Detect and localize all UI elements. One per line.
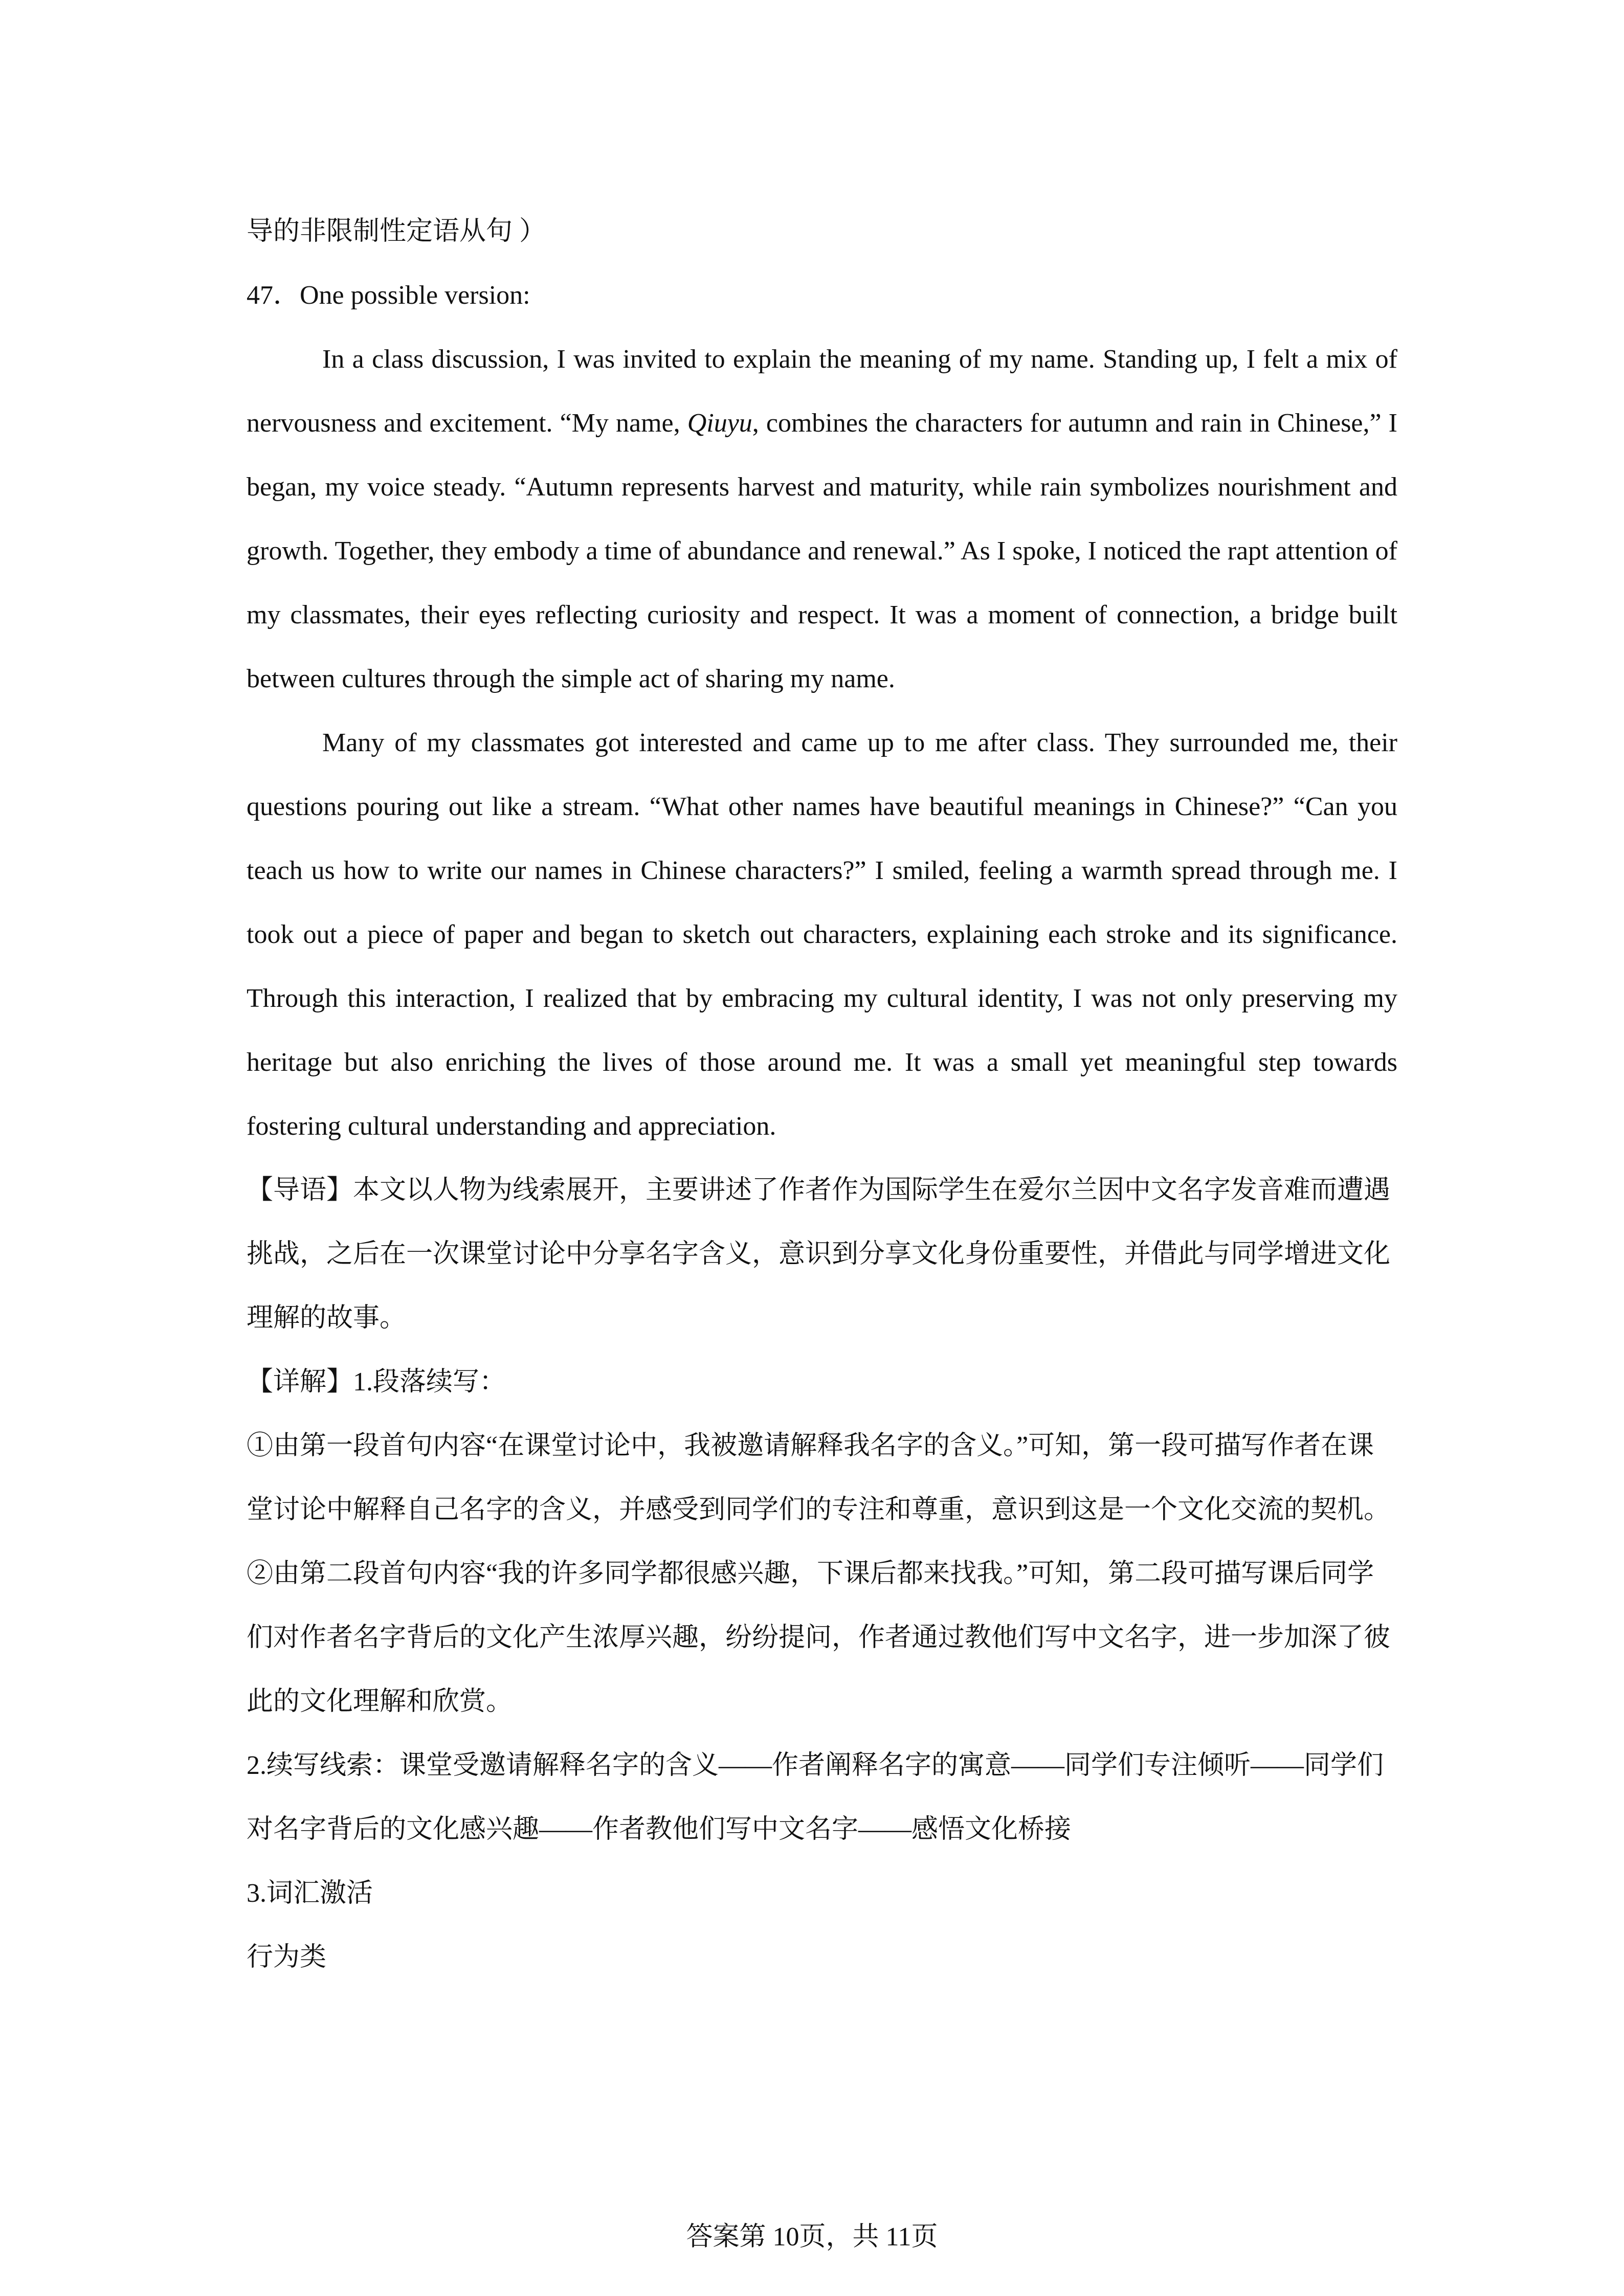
vocab-heading: 3.词汇激活 (247, 1879, 373, 1908)
paragraph-1-text-a: In a class discussion, I was invited to explain the meaning of my name. Standing up, I felt a mix of nervousness and excitement. “My name, (247, 345, 1397, 438)
essay-paragraph-1 (247, 327, 1397, 711)
daoyu-section: 【导语】本文以人物为线索展开，主要讲述了作者作为国际学生在爱尔兰因中文名字发音难而遭遇挑战，之后在一次课堂讨论中分享名字含义，意识到分享文化身份重要性，并借此与同学增进文化理解的故事。 (247, 1176, 1391, 1333)
continued-line: 导的非限制性定语从句 ） (247, 217, 546, 246)
writing-clue: 2.续写线索：课堂受邀请解释名字的含义——作者阐释名字的寓意——同学们专注倾听——同学们对名字背后的文化感兴趣——作者教他们写中文名字——感悟文化桥接 (247, 1751, 1384, 1844)
question-47-heading: 47．One possible version: (247, 281, 530, 310)
page-footer: 答案第 10页，共 11页 (686, 2222, 938, 2252)
paragraph-1-text-b: , combines the characters for autumn and rain in Chinese,” I began, my voice steady. “Autumn represents harvest and maturity, while rain symbolizes nourishment and growth. Together, they embody a time of abundance and renewal.” As I spoke, I noticed the rapt attention of my classmates, their eyes reflecting curiosity and respect. It was a moment of connection, a bridge built between cultures through the simple act of sharing my name. (247, 409, 1397, 693)
analysis-point-2: ②由第二段首句内容“我的许多同学都很感兴趣，下课后都来找我。”可知，第二段可描写课后同学们对作者名字背后的文化产生浓厚兴趣，纷纷提问，作者通过教他们写中文名字，进一步加深了彼此的文化理解和欣赏。 (247, 1559, 1391, 1716)
essay-paragraph-2: Many of my classmates got interested and came up to me after class. They surrounded me, their questions pouring out like a stream. “What other names have beautiful meanings in Chinese?” “Can you teach us how to write our names in Chinese characters?” I smiled, feeling a warmth spread through me. I took out a piece of paper and began to sketch out characters, explaining each stroke and its significance. Through this interaction, I realized that by embracing my cultural identity, I was not only preserving my heritage but also enriching the lives of those around me. It was a small yet meaningful step towards fostering cultural understanding and appreciation. (247, 728, 1397, 1141)
page-content (247, 199, 1397, 1989)
xiangjie-heading: 【详解】1.段落续写： (247, 1367, 506, 1397)
vocab-category: 行为类 (247, 1943, 327, 1972)
name-qiuyu: Qiuyu (687, 409, 752, 438)
analysis-point-1: ①由第一段首句内容“在课堂讨论中，我被邀请解释我名字的含义。”可知，第一段可描写作者在课堂讨论中解释自己名字的含义，并感受到同学们的专注和尊重，意识到这是一个文化交流的契机。 (247, 1431, 1391, 1524)
